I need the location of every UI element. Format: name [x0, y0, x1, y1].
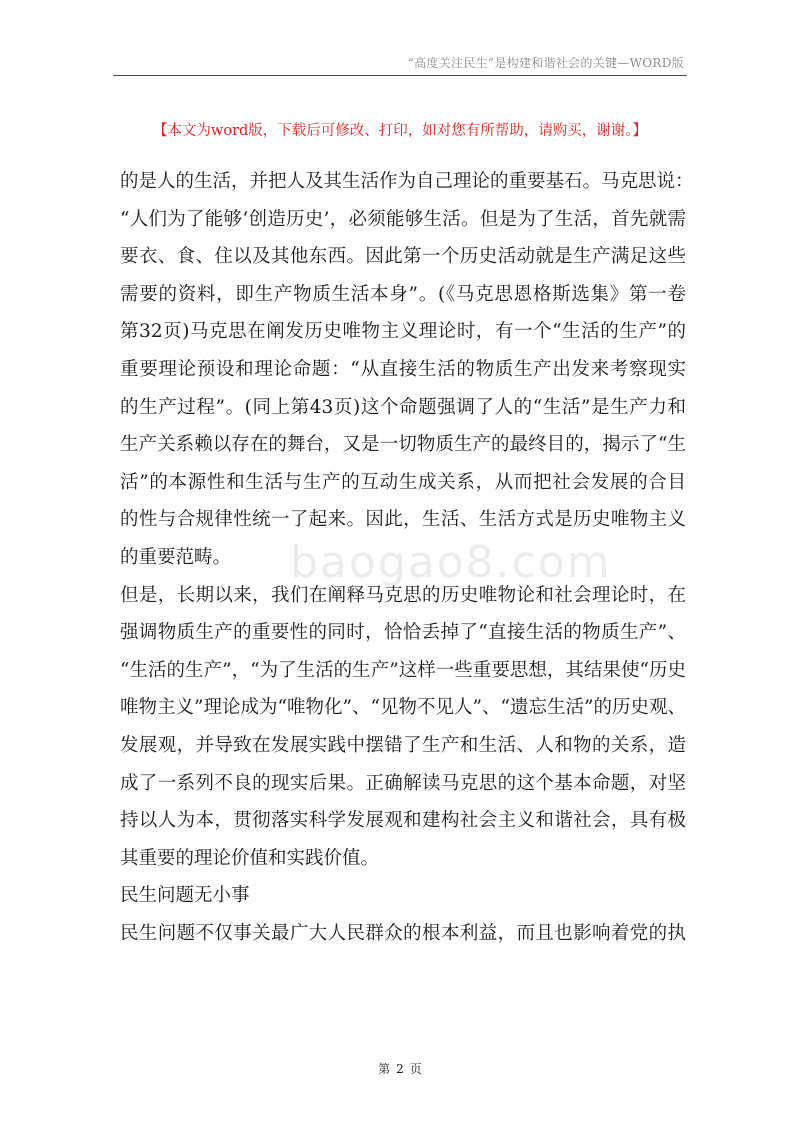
paragraph-line: 唯物主义”理论成为“唯物化”、“见物不见人”、“遗忘生活”的历史观、 — [120, 697, 686, 719]
page-number-prefix: 第 — [378, 1062, 391, 1076]
page-number: 2 — [396, 1062, 404, 1076]
paragraph-line: 需要的资料，即生产物质生活本身”。(《马克思恩格斯选集》第一卷 — [120, 283, 686, 305]
paragraph-line: 发展观，并导致在发展实践中摆错了生产和生活、人和物的关系，造 — [120, 734, 686, 756]
paragraph-line: 民生问题不仅事关最广大人民群众的根本利益，而且也影响着党的执 — [120, 922, 686, 944]
paragraph-line: 持以人为本，贯彻落实科学发展观和建构社会主义和谐社会，具有极 — [120, 810, 686, 832]
page-footer — [0, 1060, 800, 1077]
purchase-notice: 【本文为word版，下载后可修改、打印，如对您有所帮助，请购买，谢谢。】 — [152, 123, 648, 139]
paragraph-line: 生产关系赖以存在的舞台，又是一切物质生产的最终目的，揭示了“生 — [120, 434, 686, 456]
page-number-suffix: 页 — [409, 1062, 422, 1076]
document-body — [120, 163, 694, 952]
paragraph-line: 的是人的生活，并把人及其生活作为自己理论的重要基石。马克思说： — [120, 171, 694, 192]
paragraph-line: 的重要范畴。 — [120, 546, 232, 568]
paragraph-line: 的性与合规律性统一了起来。因此，生活、生活方式是历史唯物主义 — [120, 509, 686, 531]
header-divider — [113, 75, 687, 76]
paragraph-line: 要衣、食、住以及其他东西。因此第一个历史活动就是生产满足这些 — [120, 246, 686, 268]
paragraph-line: 但是，长期以来，我们在阐释马克思的历史唯物论和社会理论时，在 — [120, 584, 686, 606]
paragraph-line: 强调物质生产的重要性的同时，恰恰丢掉了“直接生活的物质生产”、 — [120, 622, 686, 644]
paragraph-line: 的生产过程”。(同上第43页)这个命题强调了人的“生活”是生产力和 — [120, 396, 686, 418]
paragraph-line: 第32页)马克思在阐发历史唯物主义理论时，有一个“生活的生产”的 — [120, 321, 686, 343]
document-header-title: “高度关注民生”是构建和谐社会的关键—WORD版 — [407, 56, 684, 70]
paragraph-line: 成了一系列不良的现实后果。正确解读马克思的这个基本命题，对坚 — [120, 772, 686, 794]
section-heading: 民生问题无小事 — [120, 885, 250, 907]
paragraph-line: 活”的本源性和生活与生产的互动生成关系，从而把社会发展的合目 — [120, 471, 686, 493]
paragraph-line: “人们为了能够‘创造历史’，必须能够生活。但是为了生活，首先就需 — [120, 208, 686, 230]
paragraph-line: “生活的生产”，“为了生活的生产”这样一些重要思想，其结果使“历史 — [120, 659, 686, 681]
paragraph-line: 重要理论预设和理论命题：“从直接生活的物质生产出发来考察现实 — [120, 358, 686, 380]
paragraph-line: 其重要的理论价值和实践价值。 — [120, 847, 380, 869]
watermark-logo: baogao8.com — [290, 537, 612, 588]
